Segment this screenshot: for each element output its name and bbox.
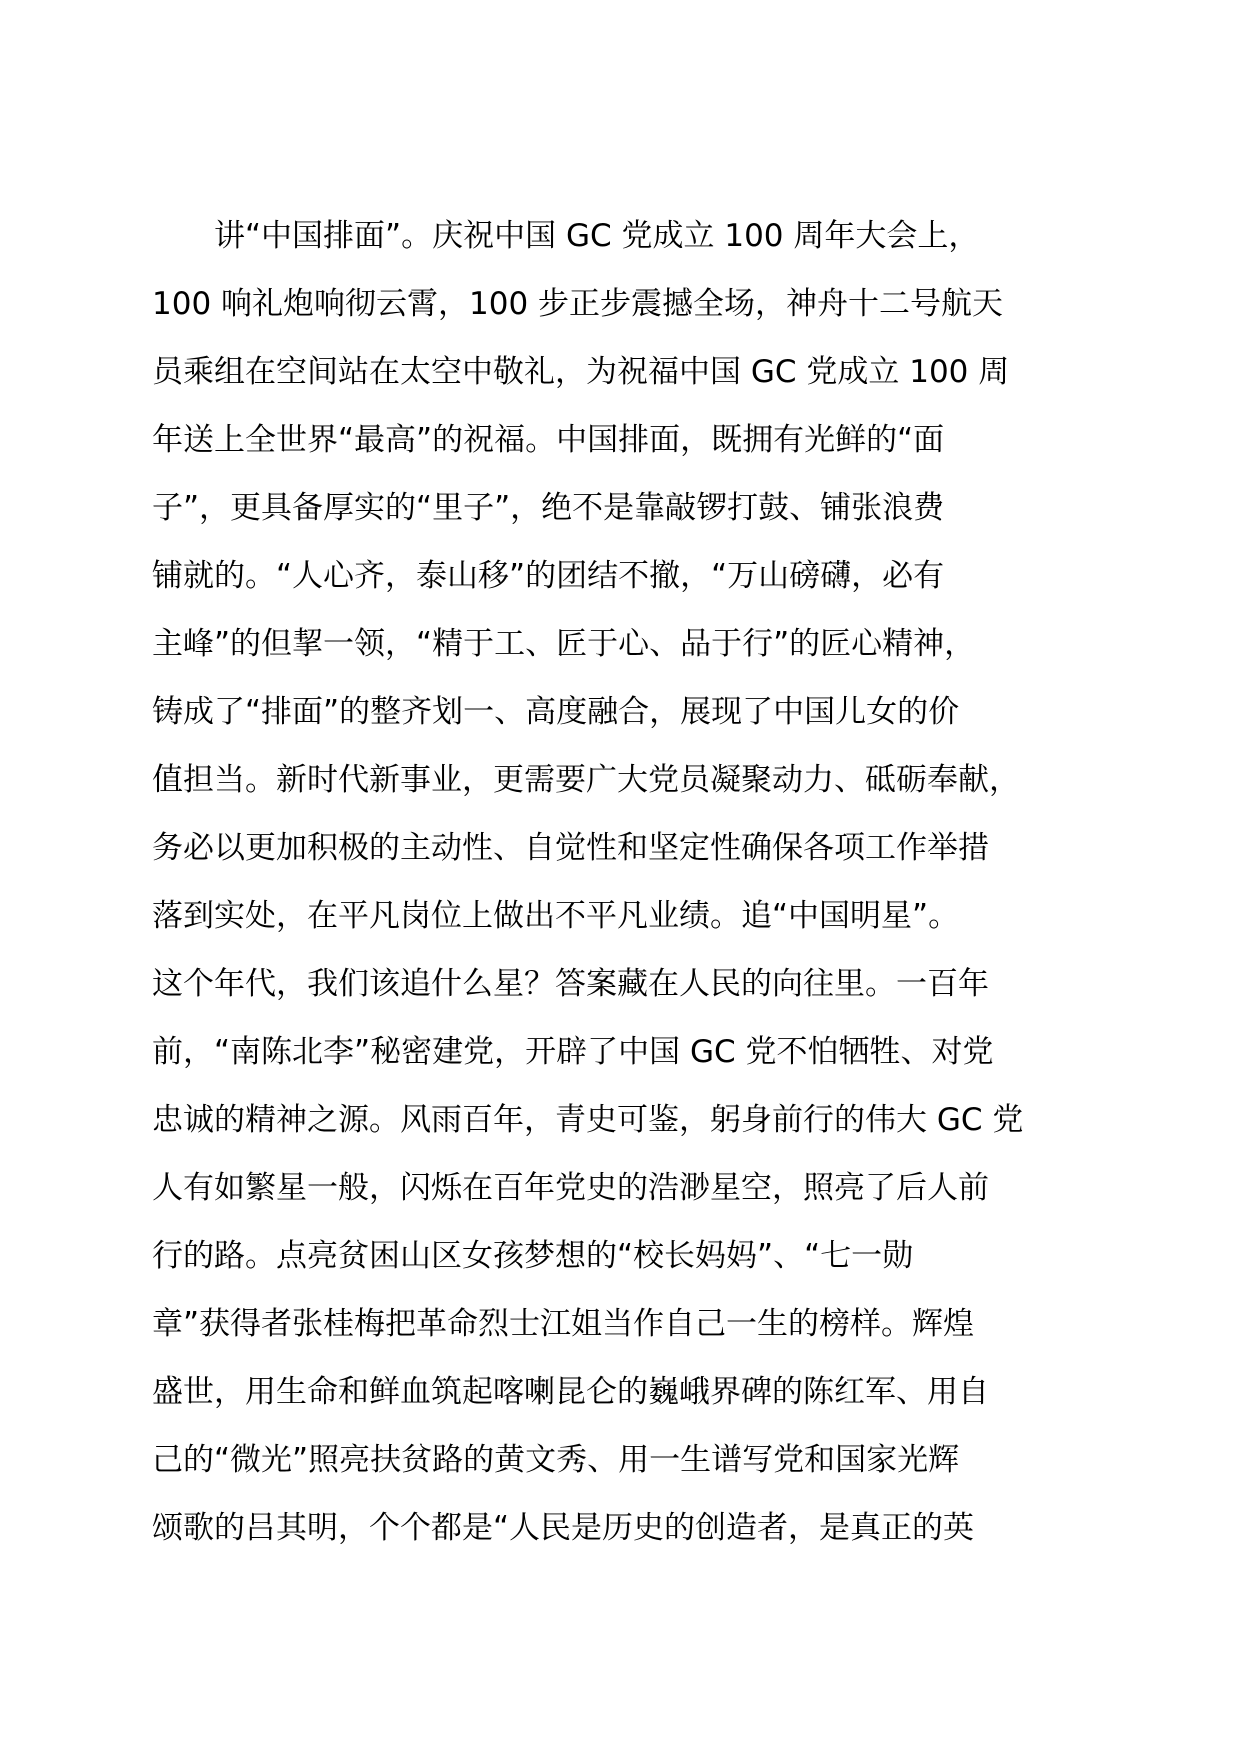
text-line: 值担当。新时代新事业，更需要广大党员凝聚动力、砥砺奉献， <box>152 762 1020 798</box>
text-line: 铺就的。“人心齐，泰山移”的团结不撤，“万山磅礴，必有 <box>152 558 945 594</box>
text-line: 铸成了“排面”的整齐划一、高度融合，展现了中国儿女的价 <box>152 694 960 730</box>
text-line: 员乘组在空间站在太空中敬礼，为祝福中国 GC 党成立 100 周 <box>152 354 1010 390</box>
text-line: 落到实处，在平凡岗位上做出不平凡业绩。追“中国明星”。 <box>152 898 960 934</box>
text-line: 行的路。点亮贫困山区女孩梦想的“校长妈妈”、“七一勋 <box>152 1238 914 1274</box>
text-line: 主峰”的但挈一领，“精于工、匠于心、品于行”的匠心精神， <box>152 626 976 662</box>
text-line: 子”，更具备厚实的“里子”，绝不是靠敲锣打鼓、铺张浪费 <box>152 490 945 526</box>
text-line: 年送上全世界“最高”的祝福。中国排面，既拥有光鲜的“面 <box>152 422 945 458</box>
text-line: 讲“中国排面”。庆祝中国 GC 党成立 100 周年大会上， <box>152 218 980 254</box>
text-line: 忠诚的精神之源。风雨百年，青史可鉴，躬身前行的伟大 GC 党 <box>152 1102 1024 1138</box>
body-text <box>152 202 1112 1562</box>
text-line: 务必以更加积极的主动性、自觉性和坚定性确保各项工作举措 <box>152 830 989 866</box>
text-line: 这个年代，我们该追什么星？答案藏在人民的向往里。一百年 <box>152 966 989 1002</box>
text-line: 章”获得者张桂梅把革命烈士江姐当作自己一生的榜样。辉煌 <box>152 1306 975 1342</box>
text-line: 100 响礼炮响彻云霄，100 步正步震撼全场，神舟十二号航天 <box>152 286 1004 322</box>
text-line: 盛世，用生命和鲜血筑起喀喇昆仑的巍峨界碑的陈红军、用自 <box>152 1374 989 1410</box>
text-line: 己的“微光”照亮扶贫路的黄文秀、用一生谱写党和国家光辉 <box>152 1442 960 1478</box>
text-line: 前，“南陈北李”秘密建党，开辟了中国 GC 党不怕牺牲、对党 <box>152 1034 994 1070</box>
text-line: 人有如繁星一般，闪烁在百年党史的浩渺星空，照亮了后人前 <box>152 1170 989 1206</box>
text-line: 颂歌的吕其明，个个都是“人民是历史的创造者，是真正的英 <box>152 1510 975 1546</box>
